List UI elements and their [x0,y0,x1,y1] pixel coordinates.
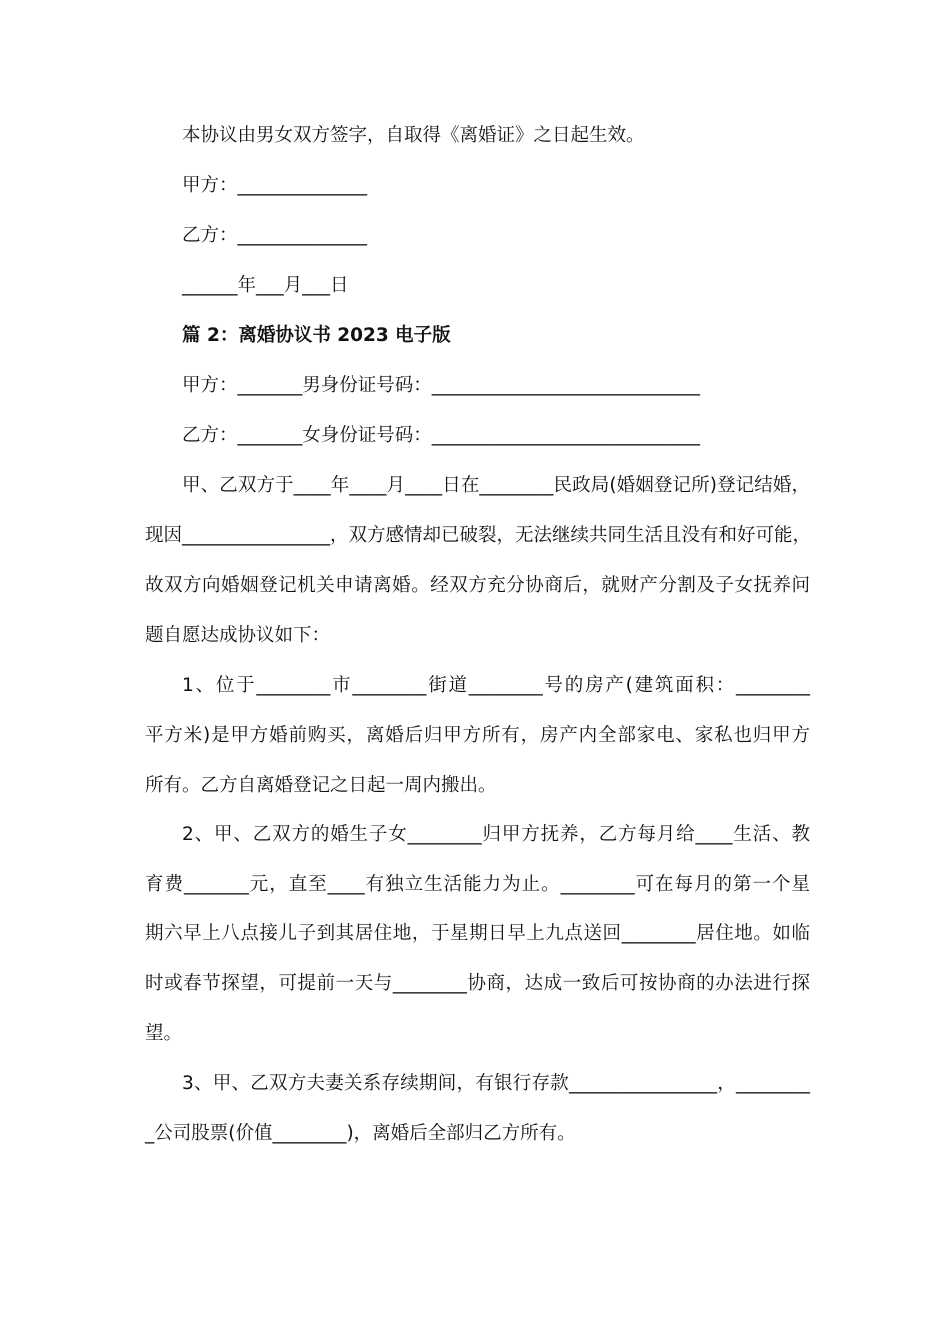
party-a-id-line: 甲方：_______男身份证号码：_____________________________ [182,375,701,396]
clause-3-line: 3、甲、乙双方夫妻关系存续期间，有银行存款________________，________ [182,1073,810,1094]
intro-paragraph-line: 现因________________，双方感情却已破裂，无法继续共同生活且没有和好可能， [145,525,812,546]
clause-2-line: 望。 [145,1023,183,1044]
party-a-signature-line: 甲方：______________ [182,175,368,196]
clause-2-line: 期六早上八点接儿子到其居住地，于星期日早上九点送回________居住地。如临 [145,923,810,944]
party-b-id-line: 乙方：_______女身份证号码：_____________________________ [182,425,701,446]
clause-1-line: 1、位于________市________街道________号的房产(建筑面积：________ [182,675,810,696]
effective-clause: 本协议由男女双方签字，自取得《离婚证》之日起生效。 [182,125,645,146]
section-heading: 篇 2：离婚协议书 2023 电子版 [182,325,451,346]
intro-paragraph-line: 甲、乙双方于____年____月____日在________民政局(婚姻登记所)登记结婚， [182,475,810,496]
clause-3-line: _公司股票(价值________)，离婚后全部归乙方所有。 [145,1123,576,1144]
clause-2-line: 2、甲、乙双方的婚生子女________归甲方抚养，乙方每月给____生活、教 [182,824,810,845]
clause-2-line: 育费_______元，直至____有独立生活能力为止。________可在每月的第一个星 [145,874,810,895]
clause-1-line: 平方米)是甲方婚前购买，离婚后归甲方所有，房产内全部家电、家私也归甲方 [145,725,810,746]
date-line: ______年___月___日 [182,275,349,296]
intro-paragraph-line: 故双方向婚姻登记机关申请离婚。经双方充分协商后，就财产分割及子女抚养问 [145,575,810,596]
clause-1-line: 所有。乙方自离婚登记之日起一周内搬出。 [145,775,497,796]
clause-2-line: 时或春节探望，可提前一天与________协商，达成一致后可按协商的办法进行探 [145,973,810,994]
party-b-signature-line: 乙方：______________ [182,225,368,246]
intro-paragraph-line: 题自愿达成协议如下： [145,625,331,646]
